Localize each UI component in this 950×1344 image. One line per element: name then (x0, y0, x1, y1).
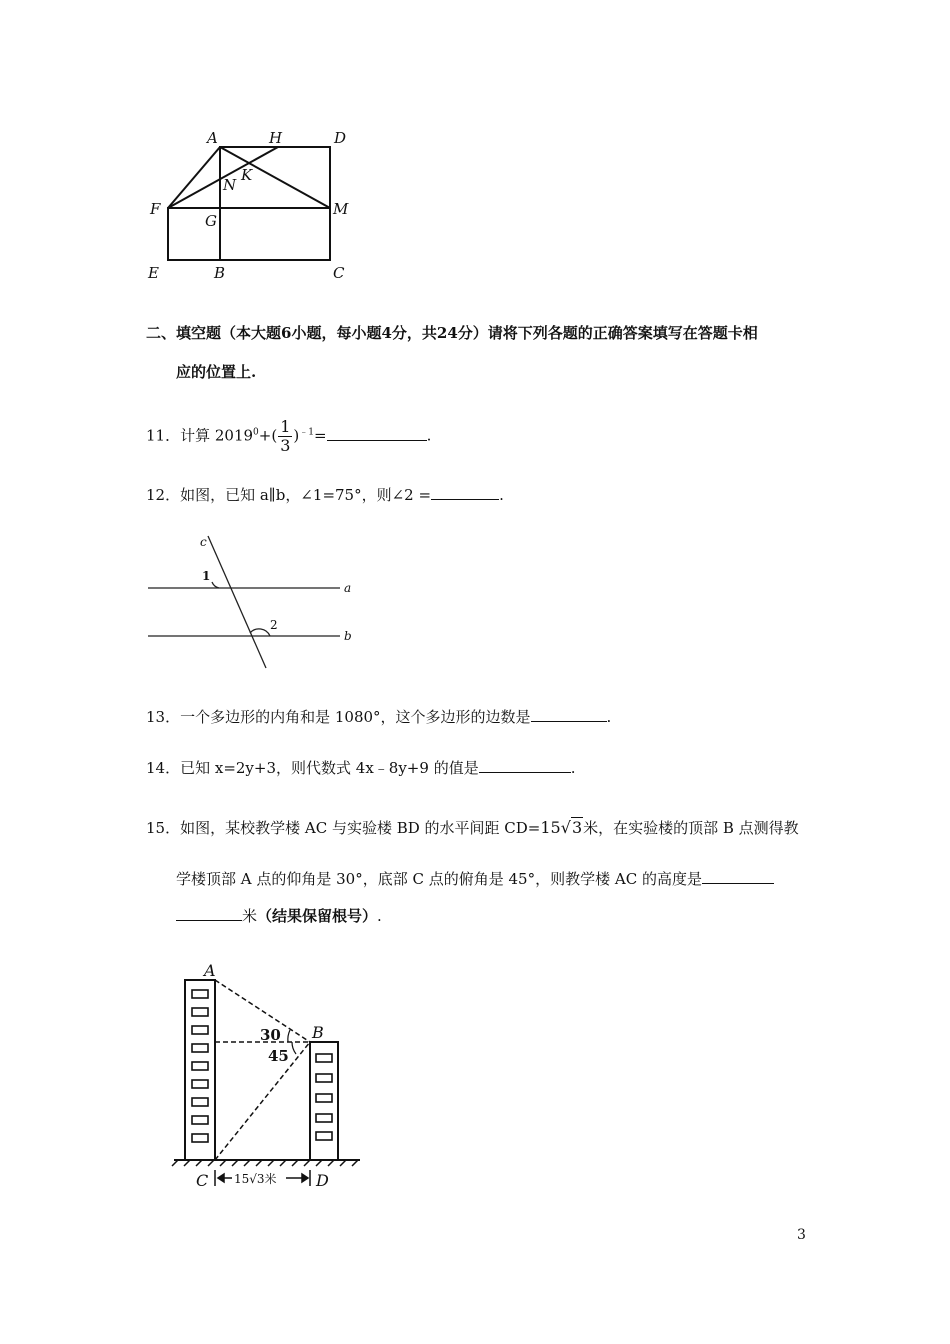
q11-plus: +( (258, 426, 278, 445)
q13-end: . (606, 708, 612, 726)
label-B: B (214, 264, 226, 282)
q13-text: 一个多边形的内角和是 1080°，这个多边形的边数是 (180, 708, 531, 726)
q12-number: 12． (146, 486, 181, 504)
q11-close: ) (293, 426, 300, 445)
q15-number: 15． (146, 819, 181, 837)
question-13 (146, 707, 611, 727)
label-A: A (207, 129, 218, 147)
q11-exp0: 0 (253, 427, 259, 438)
angle-45-label: 45 (268, 1047, 289, 1065)
q15-line1-post: 米，在实验楼的顶部 B 点测得教 (583, 819, 799, 837)
q15-line1-pre: 如图，某校教学楼 AC 与实验楼 BD 的水平间距 CD= (180, 819, 541, 837)
distance-label: 15√3米 (234, 1172, 277, 1186)
figure-parallel-lines (140, 530, 365, 675)
q15-cd-value: 15√3 (540, 818, 583, 837)
q11-answer-blank[interactable] (327, 426, 427, 441)
q15-line2: 学楼顶部 A 点的仰角是 30°，底部 C 点的俯角是 45°，则教学楼 AC 的高度是 (176, 870, 702, 888)
figure-buildings (168, 960, 368, 1190)
line-b-label: b (344, 629, 352, 643)
q15-unit: 米 (242, 907, 258, 925)
building-label-D: D (316, 1171, 329, 1190)
angle-30-label: 30 (260, 1026, 281, 1044)
q15-cd-rad: 3 (571, 818, 583, 837)
q11-eq: = (313, 426, 327, 445)
section-heading: 二、填空题（本大题6小题，每小题4分，共24分）请将下列各题的正确答案填写在答题卡相 (146, 324, 758, 342)
q11-pre: 计算 2019 (180, 426, 254, 445)
line-c-label: c (200, 535, 207, 549)
q15-cd-coef: 15 (540, 818, 561, 837)
label-M: M (333, 200, 349, 218)
question-15-line1 (146, 818, 799, 838)
q13-number: 13． (146, 708, 181, 726)
q11-number: 11． (146, 426, 181, 445)
q12-end: . (499, 486, 504, 504)
section-heading-cont: 应的位置上. (176, 363, 257, 381)
angle-2-label: 2 (270, 618, 278, 632)
building-label-C: C (196, 1171, 209, 1190)
label-G: G (205, 212, 217, 230)
label-C: C (333, 264, 345, 282)
q13-answer-blank[interactable] (531, 707, 607, 722)
q14-text: 已知 x=2y+3，则代数式 4x﹣8y+9 的值是 (180, 759, 479, 777)
question-15-line3 (176, 906, 382, 926)
question-14 (146, 758, 575, 778)
q12-answer-blank[interactable] (431, 485, 499, 500)
q11-frac-den: 3 (280, 436, 291, 455)
q14-number: 14． (146, 759, 181, 777)
building-label-A: A (204, 961, 216, 980)
line-a-label: a (344, 581, 352, 595)
q15-note: （结果保留根号） (257, 907, 378, 925)
q11-end: . (426, 426, 432, 445)
angle-1-label: 1 (202, 569, 211, 583)
label-F: F (150, 200, 161, 218)
question-15-line2 (176, 869, 774, 889)
figure-rectangle-geometry (140, 120, 370, 285)
question-11 (146, 418, 431, 455)
building-label-B: B (312, 1023, 324, 1042)
q12-text: 如图，已知 a∥b，∠1=75°，则∠2 = (180, 486, 432, 504)
label-E: E (148, 264, 159, 282)
label-D: D (334, 129, 347, 147)
q15-end: . (377, 907, 382, 925)
page-number: 3 (797, 1227, 806, 1243)
q15-answer-blank-1[interactable] (702, 869, 774, 884)
label-K: K (241, 166, 253, 184)
q11-fraction (278, 418, 292, 455)
question-12 (146, 485, 504, 505)
label-H: H (269, 129, 283, 147)
label-N: N (223, 176, 237, 194)
q14-end: . (570, 759, 576, 777)
q14-answer-blank[interactable] (479, 758, 571, 773)
q11-exp1: ﹣1 (299, 427, 314, 438)
q15-answer-blank-2[interactable] (176, 906, 242, 921)
q11-frac-num: 1 (280, 417, 291, 436)
